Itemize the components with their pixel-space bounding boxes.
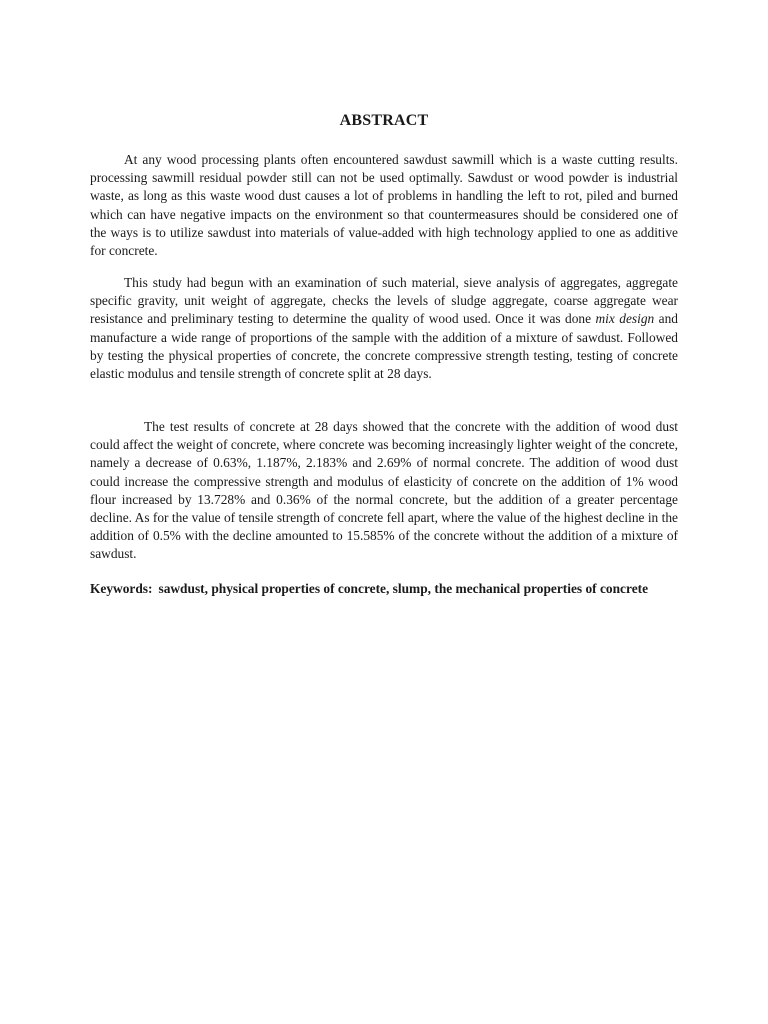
abstract-paragraph-3: The test results of concrete at 28 days showed that the concrete with the addition of wood dust could affect the weight of concrete, where concrete was becoming increasingly lighter weight of the concrete, namely a decrease of 0.63%, 1.187%, 2.183% and 2.69% of normal concrete. The addition of wood dust could increase the compressive strength and modulus of elasticity of concrete on the addition of 1% wood flour increased by 13.728% and 0.36% of the normal concrete, but the addition of a greater percentage decline. As for the value of tensile strength of concrete fell apart, where the value of the highest decline in the addition of 0.5% with the decline amounted to 15.585% of the concrete without the addition of a mixture of sawdust. — [90, 419, 678, 562]
keywords-text: sawdust, physical properties of concrete, slump, the mechanical properties of concrete — [158, 581, 649, 596]
abstract-title: ABSTRACT — [339, 112, 429, 129]
abstract-paragraph-2 — [90, 274, 678, 383]
paragraph-2-text-after: and manufacture a wide range of proportions of the sample with the addition of a mixture of sawdust. Followed by testing the physical properties of concrete, the concrete compressive strength testing, testing of concrete elastic modulus and tensile strength of concrete split at 28 days. — [90, 311, 678, 382]
keywords-label: Keywords: — [90, 581, 153, 596]
keywords-section — [90, 579, 678, 598]
mix-design-emphasis: mix design — [595, 311, 655, 327]
paragraph-2-text-before: This study had begun with an examination of such material, sieve analysis of aggregates, aggregate specific gravity, unit weight of aggregate, checks the levels of sludge aggregate, coarse aggregate wear resistance and preliminary testing to determine the quality of wood used. Once it was done — [90, 275, 678, 327]
abstract-paragraph-1: At any wood processing plants often encountered sawdust sawmill which is a waste cutting results. processing sawmill residual powder still can not be used optimally. Sawdust or wood powder is industrial waste, as long as this waste wood dust causes a lot of problems in handling the left to rot, piled and burned which can have negative impacts on the environment so that countermeasures should be considered one of the ways is to utilize sawdust into materials of value-added with high technology applied to one as additive for concrete. — [90, 152, 678, 259]
